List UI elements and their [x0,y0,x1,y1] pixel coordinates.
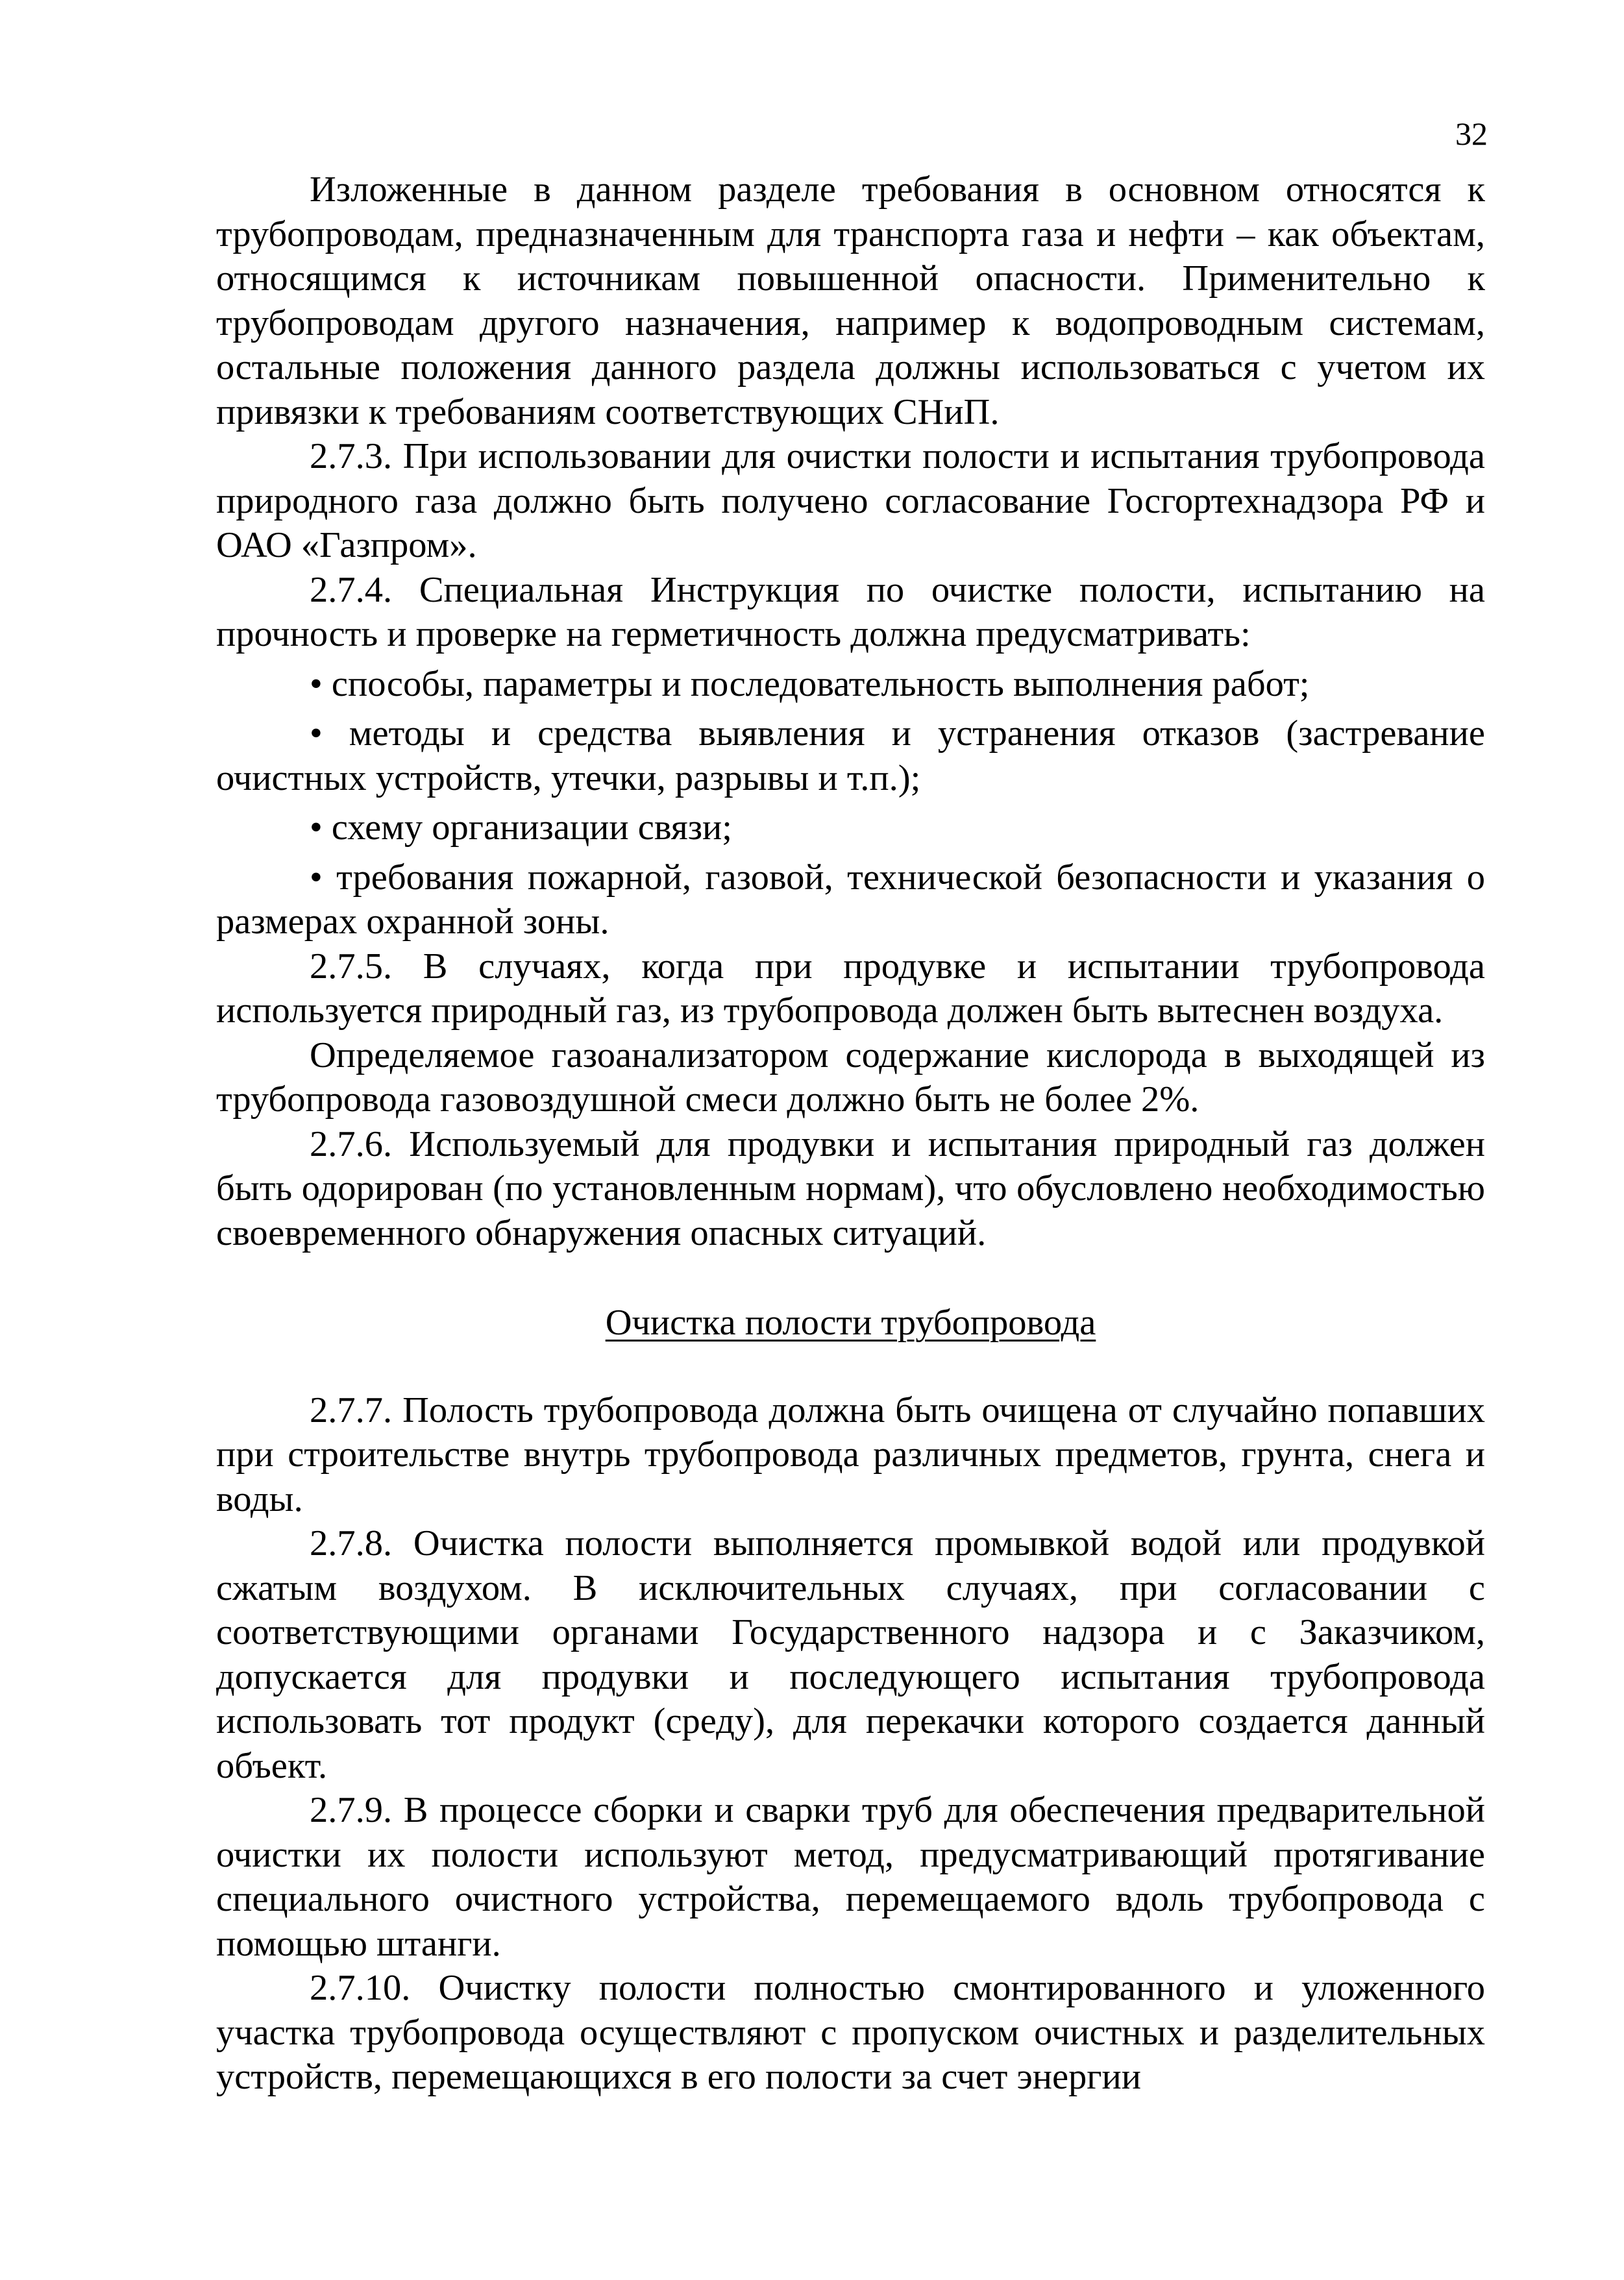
clause-2-7-5-note: Определяемое газоанализатором содержание кислорода в выходящей из трубопровода газовоздушной смеси должно быть не более 2%. [216,1035,1485,1120]
clause-2-7-5: 2.7.5. В случаях, когда при продувке и испытании трубопровода используется природный газ, из трубопровода должен быть вытеснен воздуха. [216,946,1485,1031]
list-item: • методы и средства выявления и устранения отказов (застревание очистных устройств, утечки, разрывы и т.п.); [216,713,1485,798]
intro-paragraph: Изложенные в данном разделе требования в основном относятся к трубопроводам, предназначенным для транспорта газа и нефти – как объектам, относящимся к источникам повышенной опасности. Применительно к трубопроводам другого назначения, например к водопроводным системам, остальные положения данного раздела должны использоваться с учетом их привязки к требованиям соответствующих СНиП. [216,169,1485,432]
clause-2-7-6: 2.7.6. Используемый для продувки и испытания природный газ должен быть одорирован (по установленным нормам), что обусловлено необходимостью своевременного обнаружения опасных ситуаций. [216,1123,1485,1253]
document-body [216,167,1485,2100]
clause-2-7-8: 2.7.8. Очистка полости выполняется промывкой водой или продувкой сжатым воздухом. В исключительных случаях, при согласовании с соответствующими органами Государственного надзора и с Заказчиком, допускается для продувки и последующего испытания трубопровода использовать тот продукт (среду), для перекачки которого создается данный объект. [216,1523,1485,1786]
clause-2-7-7: 2.7.7. Полость трубопровода должна быть очищена от случайно попавших при строительстве внутрь трубопровода различных предметов, грунта, снега и воды. [216,1390,1485,1519]
section-heading: Очистка полости трубопровода [605,1303,1096,1343]
clause-2-7-10: 2.7.10. Очистку полости полностью смонтированного и уложенного участка трубопровода осуществляют с пропуском очистных и разделительных устройств, перемещающихся в его полости за счет энергии [216,1968,1485,2097]
requirements-list [216,662,1485,944]
clause-2-7-4: 2.7.4. Специальная Инструкция по очистке полости, испытанию на прочность и проверке на герметичность должна предусматривать: [216,569,1485,654]
clause-2-7-9: 2.7.9. В процессе сборки и сварки труб для обеспечения предварительной очистки их полости используют метод, предусматривающий протягивание специального очистного устройства, перемещаемого вдоль трубопровода с помощью штанги. [216,1790,1485,1964]
list-item: • способы, параметры и последовательность выполнения работ; [310,663,1310,704]
clause-2-7-3: 2.7.3. При использовании для очистки полости и испытания трубопровода природного газа должно быть получено согласование Госгортехнадзора РФ и ОАО «Газпром». [216,436,1485,565]
page-number: 32 [1455,116,1488,152]
list-item: • схему организации связи; [310,807,732,848]
list-item: • требования пожарной, газовой, технической безопасности и указания о размерах охранной зоны. [216,857,1485,942]
